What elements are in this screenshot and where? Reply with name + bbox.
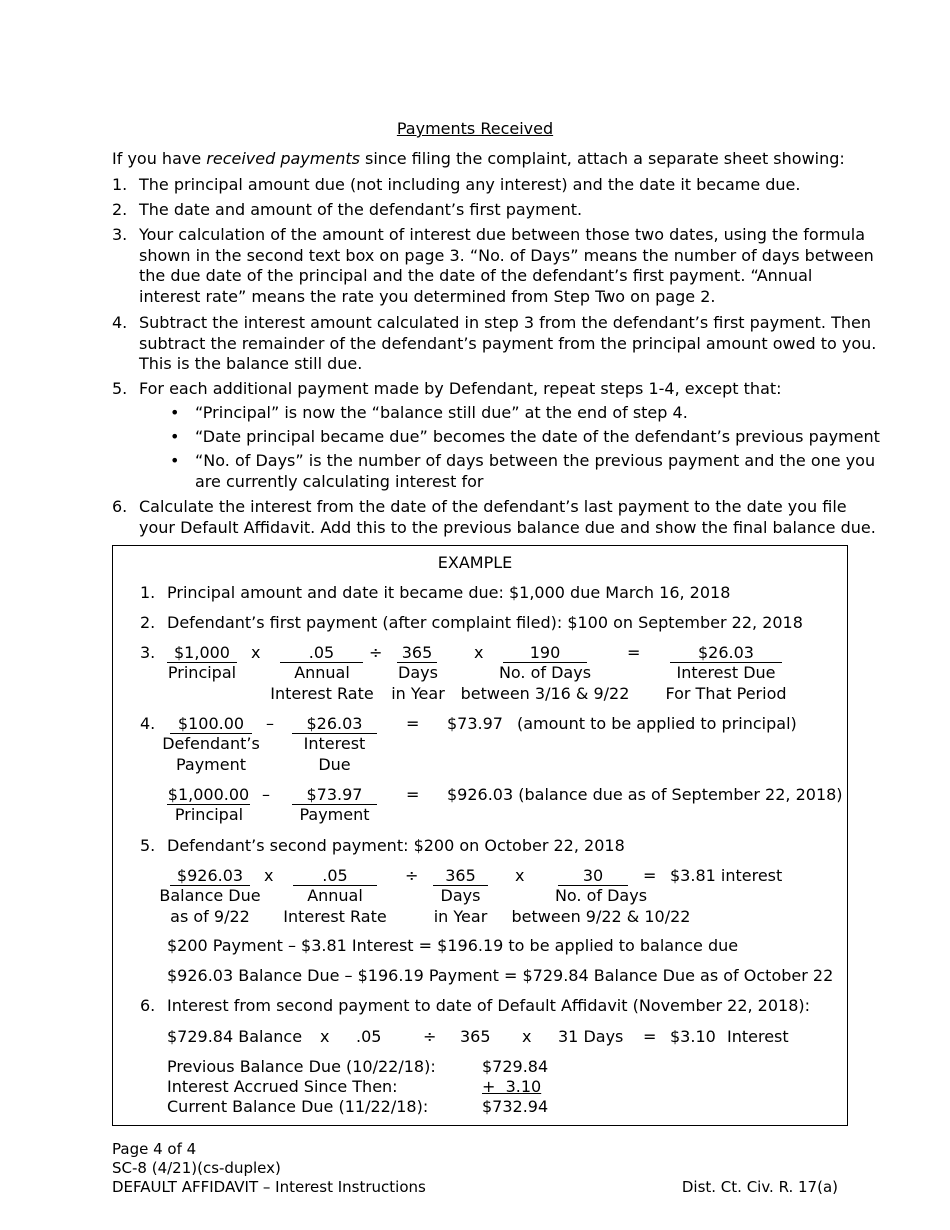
calc6-rate: .05 [356,1027,382,1046]
calc5-equals-op: = [643,866,657,885]
calc3-rate-label-1: Annual [294,663,350,682]
calc5-no-of-days-label-2: between 9/22 & 10/22 [511,907,691,926]
bullet-icon: • [170,451,180,470]
calc4b-payment-label: Payment [299,805,370,824]
step-6-line: your Default Affidavit. Add this to the previous balance due and show the final balance due. [139,517,876,537]
calc5-balance-label-1: Balance Due [159,886,261,905]
calc3-days-value: 365 [397,643,437,663]
step-6-text [139,497,876,538]
calc4a-result: $73.97 [447,714,503,733]
summary-current-balance-value: $732.94 [482,1097,549,1116]
example-step-2-text: Defendant’s first payment (after complaint filed): $100 on September 22, 2018 [167,613,803,632]
calc6-multiply-op: x [320,1027,330,1046]
summary-interest-accrued-label: Interest Accrued Since Then: [167,1077,398,1096]
calc3-principal-label: Principal [167,663,237,682]
calc5-no-of-days-label-1: No. of Days [554,886,648,905]
summary-previous-balance-label: Previous Balance Due (10/22/18): [167,1057,436,1076]
calc5-no-of-days-value: 30 [558,866,628,886]
calc4a-payment-value: $100.00 [170,714,252,734]
calc4b-principal-value: $1,000.00 [167,785,250,804]
calc3-no-of-days-label-2: between 3/16 & 9/22 [460,684,630,703]
example-step-5-text: Defendant’s second payment: $200 on October 22, 2018 [167,836,625,855]
step-2-text [139,200,582,221]
footer-form-number: SC-8 (4/21)(cs-duplex) [112,1159,281,1177]
calc6-divide-op: ÷ [423,1027,437,1046]
step-1-line: The principal amount due (not including any interest) and the date it became due. [139,175,801,194]
step-6-number: 6. [112,497,128,516]
calc5-divide-op: ÷ [405,866,419,885]
step-6-line: Calculate the interest from the date of the defendant’s last payment to the date you file [139,497,847,516]
intro-emphasis: received payments [206,149,360,168]
step-3-line: shown in the second text box on page 3. “No. of Days” means the number of days between [139,245,874,265]
calc3-principal-value: $1,000 [167,643,237,663]
bullet-line: “No. of Days” is the number of days between the previous payment and the one you [195,451,876,470]
example-step-1-text: Principal amount and date it became due: $1,000 due March 16, 2018 [167,583,731,602]
bullet-line: “Principal” is now the “balance still due” at the end of step 4. [195,403,688,422]
calc3-no-of-days-label-1: No. of Days [498,663,592,682]
step-4-number: 4. [112,313,128,332]
calc3-rate-value: .05 [280,643,363,663]
calc4a-interest-label-2: Due [318,755,351,774]
step-2-number: 2. [112,200,128,219]
step-4-text [139,313,876,375]
footer-rule: Dist. Ct. Civ. R. 17(a) [681,1178,838,1196]
example-step-5-line-b: $926.03 Balance Due – $196.19 Payment = $729.84 Balance Due as of October 22 [167,966,834,985]
calc5-days-label-1: Days [440,886,481,905]
step-3-number: 3. [112,225,128,244]
example-title: EXAMPLE [437,553,513,572]
step-5-number: 5. [112,379,128,398]
example-step-3-number: 3. [140,643,156,662]
calc4b-result: $926.03 (balance due as of September 22, 2018) [447,785,843,804]
calc6-multiply-op-2: x [522,1027,532,1046]
bullet-icon: • [170,427,180,446]
intro-text [112,149,845,168]
bullet-line: “Date principal became due” becomes the date of the defendant’s previous payment [195,427,880,446]
example-step-6-text: Interest from second payment to date of Default Affidavit (November 22, 2018): [167,996,811,1015]
calc3-interest-label-1: Interest Due [676,663,776,682]
step-2-line: The date and amount of the defendant’s first payment. [139,200,583,219]
bullet-item [195,427,880,448]
footer-form-title: DEFAULT AFFIDAVIT – Interest Instructions [112,1178,426,1196]
calc3-equals-op: = [627,643,641,662]
summary-current-balance-label: Current Balance Due (11/22/18): [167,1097,429,1116]
example-step-1-number: 1. [140,583,156,602]
calc3-interest-value: $26.03 [670,643,782,663]
calc4a-payment-label-2: Payment [175,755,247,774]
step-4-line: This is the balance still due. [139,354,363,373]
intro-after: since filing the complaint, attach a separate sheet showing: [359,149,845,168]
bullet-item [195,451,875,492]
calc4a-interest-value: $26.03 [292,714,377,734]
step-3-line: the due date of the principal and the date of the defendant’s first payment. “Annual [139,266,813,285]
page-heading: Payments Received [396,119,554,138]
calc4b-payment-value: $73.97 [292,785,377,805]
calc6-balance: $729.84 Balance [167,1027,303,1046]
calc4b-equals-op: = [406,785,420,804]
calc4a-interest-label-1: Interest [303,734,366,753]
calc6-interest-value: $3.10 [670,1027,716,1046]
bullet-icon: • [170,403,180,422]
calc5-multiply-op-2: x [515,866,525,885]
calc5-rate-value: .05 [293,866,377,886]
calc4a-note: (amount to be applied to principal) [517,714,797,733]
summary-previous-balance-value: $729.84 [482,1057,549,1076]
example-step-2-number: 2. [140,613,156,632]
calc3-interest-label-2: For That Period [665,684,787,703]
step-4-line: Subtract the interest amount calculated in step 3 from the defendant’s first payment. Then [139,313,871,332]
calc5-multiply-op: x [264,866,274,885]
calc3-divide-op: ÷ [369,643,383,662]
step-5-text [139,379,782,400]
calc6-equals-op: = [643,1027,657,1046]
step-3-line: interest rate” means the rate you determined from Step Two on page 2. [139,286,716,306]
calc4b-minus-op: – [262,785,270,804]
step-3-line: Your calculation of the amount of interest due between those two dates, using the formula [139,225,865,244]
calc4a-payment-label-1: Defendant’s [162,734,260,753]
calc5-result: $3.81 interest [670,866,783,885]
step-1-number: 1. [112,175,128,194]
calc6-days-in-year: 365 [460,1027,491,1046]
calc5-days-label-2: in Year [433,907,488,926]
bullet-item [195,403,688,424]
footer-page-number: Page 4 of 4 [112,1140,197,1158]
calc5-days-value: 365 [433,866,488,886]
calc4a-equals-op: = [406,714,420,733]
example-step-4-number: 4. [140,714,156,733]
calc4a-minus-op: – [266,714,274,733]
intro-before: If you have [112,149,207,168]
calc5-balance-value: $926.03 [170,866,250,886]
step-3-text [139,225,874,307]
example-step-5-line-a: $200 Payment – $3.81 Interest = $196.19 to be applied to balance due [167,936,739,955]
step-1-text [139,175,800,196]
calc5-balance-label-2: as of 9/22 [170,907,250,926]
calc6-interest-label: Interest [727,1027,789,1046]
calc5-rate-label-1: Annual [307,886,363,905]
calc3-multiply-op-2: x [474,643,484,662]
calc3-days-label-1: Days [398,663,438,682]
calc4b-principal-label: Principal [174,805,244,824]
example-step-5-number: 5. [140,836,156,855]
calc5-rate-label-2: Interest Rate [283,907,387,926]
step-4-line: subtract the remainder of the defendant’s payment from the principal amount owed to you. [139,333,877,353]
bullet-line: are currently calculating interest for [195,471,484,491]
summary-interest-accrued-value: + 3.10 [482,1077,542,1096]
example-step-6-number: 6. [140,996,156,1015]
calc3-days-label-2: in Year [391,684,445,703]
step-5-line: For each additional payment made by Defendant, repeat steps 1-4, except that: [139,379,782,398]
calc3-no-of-days-value: 190 [503,643,587,663]
calc3-rate-label-2: Interest Rate [270,684,374,703]
calc3-multiply-op: x [251,643,261,662]
calc6-days: 31 Days [558,1027,624,1046]
